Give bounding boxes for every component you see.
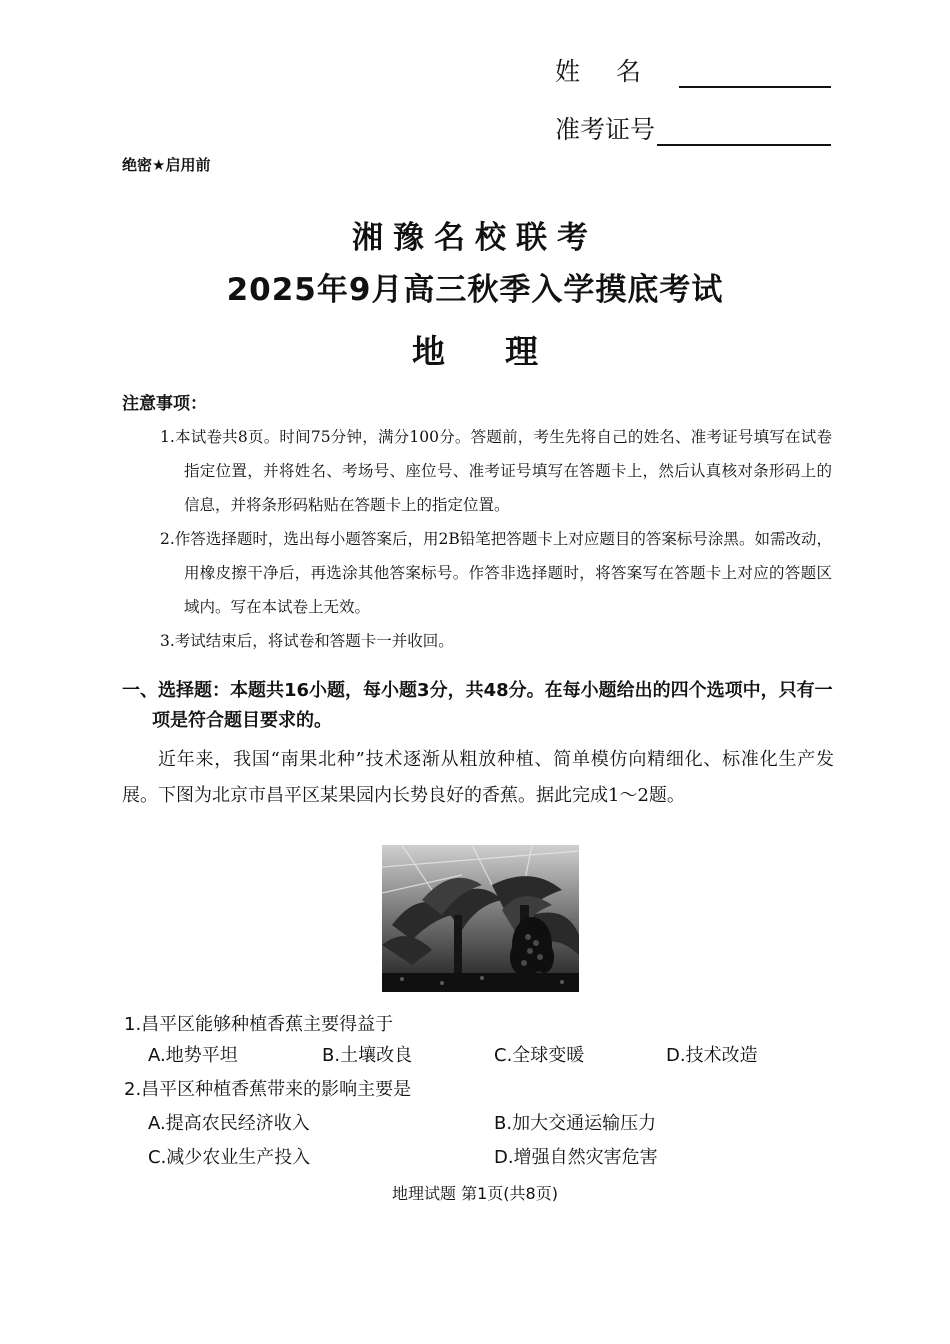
name-row [555, 48, 845, 88]
exam-id-blank-line [657, 114, 831, 146]
candidate-info-block [555, 48, 845, 164]
question-1-option-c[interactable]: C.全球变暖 [494, 1045, 585, 1066]
exam-union-title: 湘豫名校联考 [352, 220, 598, 256]
notice-heading: 注意事项： [122, 394, 207, 414]
name-blank-line [679, 56, 831, 88]
question-1-stem: 1.昌平区能够种植香蕉主要得益于 [124, 1014, 394, 1035]
question-2-option-b[interactable]: B.加大交通运输压力 [494, 1113, 657, 1134]
notice-list [160, 420, 832, 658]
banana-orchard-photo [382, 845, 579, 992]
exam-id-row [555, 106, 845, 146]
page-footer: 地理试题 第1页(共8页) [392, 1184, 558, 1203]
question-2-stem: 2.昌平区种植香蕉带来的影响主要是 [124, 1079, 412, 1100]
question-1-option-b[interactable]: B.土壤改良 [322, 1045, 413, 1066]
question-2-option-c[interactable]: C.减少农业生产投入 [148, 1147, 311, 1168]
exam-id-label: 准考证号 [555, 115, 656, 144]
question-2-option-a[interactable]: A.提高农民经济收入 [148, 1113, 310, 1134]
name-label: 姓名 [555, 57, 678, 86]
question-1-option-a[interactable]: A.地势平坦 [148, 1045, 238, 1066]
reading-passage: 近年来，我国“南果北种”技术逐渐从粗放种植、简单模仿向精细化、标准化生产发展。下图为北京市昌平区某果园内长势良好的香蕉。据此完成1～2题。 [122, 749, 834, 806]
notice-item-3: 3.考试结束后，将试卷和答题卡一并收回。 [160, 632, 454, 650]
subject-title: 地理 [412, 332, 598, 371]
notice-item-1: 1.本试卷共8页。时间75分钟，满分100分。答题前，考生先将自己的姓名、准考证号填写在试卷指定位置，并将姓名、考场号、座位号、准考证号填写在答题卡上，然后认真核对条形码上的信息，并将条形码粘贴在答题卡上的指定位置。 [160, 428, 832, 514]
confidential-mark: 绝密★启用前 [122, 156, 211, 174]
notice-item-2: 2.作答选择题时，选出每小题答案后，用2B铅笔把答题卡上对应题目的答案标号涂黑。如需改动，用橡皮擦干净后，再选涂其他答案标号。作答非选择题时，将答案写在答题卡上对应的答题区域内。写在本试卷上无效。 [160, 530, 832, 616]
question-1-option-d[interactable]: D.技术改造 [666, 1045, 758, 1066]
exam-name-title: 2025年9月高三秋季入学摸底考试 [226, 272, 724, 308]
question-2-option-d[interactable]: D.增强自然灾害危害 [494, 1147, 658, 1168]
section-one-heading: 一、选择题：本题共16小题，每小题3分，共48分。在每小题给出的四个选项中，只有一项是符合题目要求的。 [122, 680, 833, 731]
